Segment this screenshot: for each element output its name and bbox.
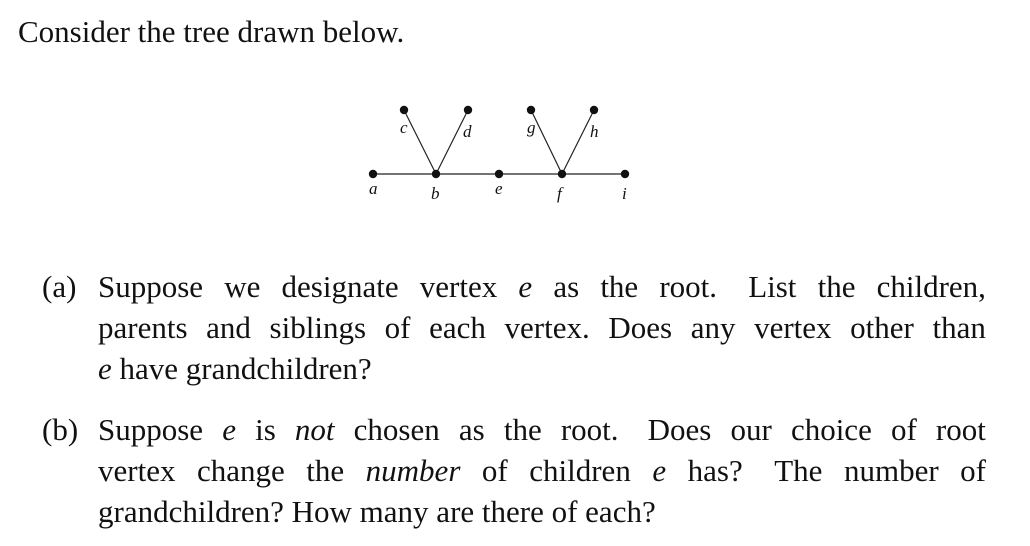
vertex-f bbox=[558, 170, 566, 178]
vertex-labels bbox=[369, 118, 627, 203]
word: Does bbox=[608, 310, 673, 345]
vertex-b bbox=[432, 170, 440, 178]
emphasis-not: not bbox=[294, 412, 335, 447]
vertex-g bbox=[527, 106, 535, 114]
word: root. bbox=[560, 412, 619, 447]
word: children, bbox=[876, 269, 986, 304]
word: change bbox=[196, 453, 285, 488]
tree-diagram bbox=[0, 0, 1030, 230]
word: The bbox=[774, 453, 823, 488]
word: as bbox=[458, 412, 485, 447]
word: and bbox=[206, 310, 251, 345]
word: Suppose bbox=[98, 269, 204, 304]
word: designate bbox=[281, 269, 399, 304]
part-b-label: (b) bbox=[42, 412, 79, 447]
word: the bbox=[306, 453, 345, 488]
vertex-label-i: i bbox=[622, 184, 627, 203]
word: other bbox=[850, 310, 914, 345]
part-a-line-2 bbox=[98, 307, 986, 348]
word: children bbox=[529, 453, 631, 488]
variable-e: e bbox=[98, 351, 112, 386]
part-a-line-1 bbox=[98, 266, 986, 307]
word: vertex bbox=[754, 310, 832, 345]
vertex-h bbox=[590, 106, 598, 114]
word: each bbox=[429, 310, 486, 345]
part-a-line-3 bbox=[98, 348, 372, 389]
tree-edges bbox=[373, 110, 625, 174]
vertex-a bbox=[369, 170, 377, 178]
word: vertex bbox=[419, 269, 498, 304]
vertex-label-b: b bbox=[431, 184, 440, 203]
part-a-line-3-text: have grandchildren? bbox=[111, 351, 372, 386]
word: is bbox=[255, 412, 276, 447]
vertex-label-h: h bbox=[590, 122, 599, 141]
vertex-label-c: c bbox=[400, 118, 408, 137]
vertex-i bbox=[621, 170, 629, 178]
word: of bbox=[960, 453, 986, 488]
word: chosen bbox=[353, 412, 440, 447]
word: as bbox=[553, 269, 580, 304]
word: root. bbox=[659, 269, 718, 304]
emphasis-number: number bbox=[365, 453, 461, 488]
word: the bbox=[600, 269, 639, 304]
vertex-c bbox=[400, 106, 408, 114]
edge-b-d bbox=[436, 110, 468, 174]
part-b-line-3: grandchildren? How many are there of each? bbox=[98, 494, 656, 529]
word: we bbox=[224, 269, 261, 304]
word: siblings bbox=[269, 310, 367, 345]
word: than bbox=[932, 310, 986, 345]
tree-figure bbox=[0, 0, 1030, 230]
vertex-label-g: g bbox=[527, 118, 536, 137]
edge-f-g bbox=[531, 110, 562, 174]
word: vertex bbox=[98, 453, 176, 488]
word: List bbox=[748, 269, 797, 304]
word: the bbox=[817, 269, 856, 304]
word: parents bbox=[98, 310, 188, 345]
intro-text: Consider the tree drawn below. bbox=[18, 14, 405, 49]
vertex-label-a: a bbox=[369, 179, 378, 198]
vertex-d bbox=[464, 106, 472, 114]
edge-b-c bbox=[404, 110, 436, 174]
part-a-label: (a) bbox=[42, 269, 77, 304]
part-b-line-1 bbox=[98, 409, 986, 450]
word: any bbox=[690, 310, 736, 345]
word: root bbox=[935, 412, 986, 447]
vertex-label-f: f bbox=[557, 184, 562, 203]
edge-f-h bbox=[562, 110, 594, 174]
word: vertex. bbox=[504, 310, 590, 345]
word: the bbox=[503, 412, 542, 447]
variable-e: e bbox=[518, 269, 533, 304]
vertex-e bbox=[495, 170, 503, 178]
word: Suppose bbox=[98, 412, 204, 447]
vertex-label-d: d bbox=[463, 122, 472, 141]
word: our bbox=[730, 412, 772, 447]
variable-e: e bbox=[222, 412, 236, 447]
word: Does bbox=[647, 412, 712, 447]
word: of bbox=[481, 453, 508, 488]
vertex-label-e: e bbox=[495, 179, 503, 198]
word: of bbox=[890, 412, 917, 447]
part-b-line-2 bbox=[98, 450, 986, 491]
variable-e: e bbox=[652, 453, 667, 488]
word: has? bbox=[687, 453, 743, 488]
word: number bbox=[843, 453, 939, 488]
word: of bbox=[384, 310, 411, 345]
word: choice bbox=[790, 412, 872, 447]
